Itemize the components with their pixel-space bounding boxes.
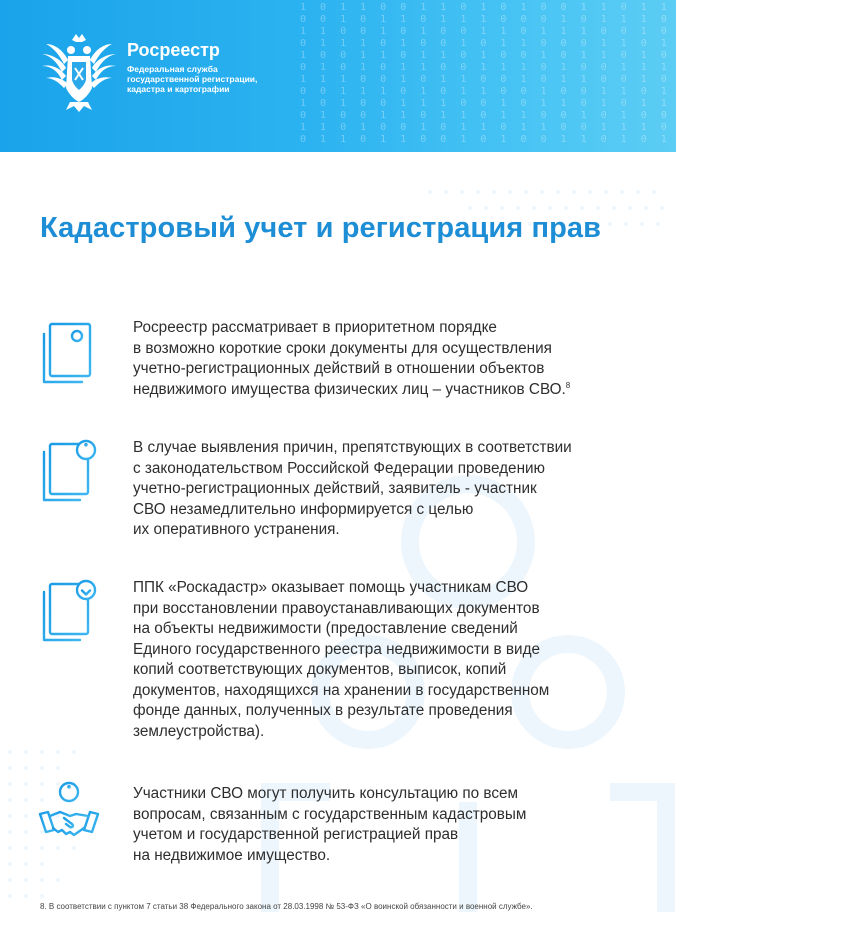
eagle-emblem-icon bbox=[38, 30, 120, 114]
page-title: Кадастровый учет и регистрация прав bbox=[40, 212, 602, 244]
brand-name: Росреестр bbox=[127, 40, 220, 60]
document-download-icon bbox=[36, 578, 102, 644]
document-info-icon bbox=[36, 438, 102, 504]
binary-pattern: 1 0 1 1 0 0 1 1 0 1 0 1 0 0 1 1 0 1 1 0 1 1 1 0 0 1 0 1 0 0 1 0 1 1 0 1 1 1 0 0 0 1 0 1 1 1 0 0 1 0 0 1 0 1 1 0 1 1 0 0 1 0 1 0 0 1 1 0 1 1 1 0 0 1 0 1 1 0 1 0 1 1 0 1 0 1 1 1 0 1 0 0 1 0 1 1 0 0 0 1 1 0 1 1 0 0 1 1 1 0 1 0 1 0 0 1 1 0 1 1 0 1 0 0 1 0 1 1 0 1 0 0 1 1 0 1 0 1 1 1 0 1 0 1 0 1 1 0 0 1 1 1 0 1 0 0 1 1 1 0 1 0 0 1 1 0 0 1 1 1 1 0 0 1 0 1 1 0 0 1 0 1 1 0 0 1 0 1 1 1 0 0 1 0 1 0 0 0 1 1 1 0 1 0 1 1 0 0 1 0 0 1 1 0 1 0 0 1 1 1 0 1 0 1 1 0 1 0 0 1 1 1 0 0 1 0 1 1 0 1 0 1 1 0 1 0 0 1 1 1 0 0 0 1 0 0 1 1 0 1 1 0 1 1 0 0 1 0 1 0 0 1 1 0 1 0 1 0 1 1 1 1 0 1 0 0 1 0 1 1 0 1 1 0 0 1 1 1 0 0 1 1 0 1 0 1 0 0 0 1 1 0 1 1 0 0 1 0 1 0 0 1 1 0 1 0 1 1 0 0 1 0 1 1 1 0 bbox=[300, 2, 851, 145]
item-text: В случае выявления причин, препятствующих в соответствии с законодательством Российской Федерации проведению учетно-регистрационных действий, заявитель - участник СВО незамедлительно информируется с целью их оперативного устранения. bbox=[133, 439, 572, 538]
item-text: Росреестр рассматривает в приоритетном порядке в возможно короткие сроки документы для осуществления учетно-регистрационных действий в отношении объектов недвижимого имущества физических лиц – участников СВО.$^8$ bbox=[133, 319, 571, 398]
footnote: 8. В соответствии с пунктом 7 статьи 38 Федерального закона от 28.03.1998 № 53-ФЗ «О воинской обязанности и военной службе». bbox=[40, 902, 533, 911]
handshake-info-icon bbox=[36, 780, 102, 846]
brand-subtitle: Федеральная служба государственной регистрации, кадастра и картографии bbox=[127, 64, 258, 94]
header-banner bbox=[0, 0, 851, 152]
item-text: ППК «Роскадастр» оказывает помощь участникам СВО при восстановлении правоустанавливающих документов на объекты недвижимости (предоставление сведений Единого государственного реестра недвижимости в виде копий соответствующих документов, выписок, копий документов, находящихся на хранении в государственном фонде данных, полученных в результате проведения землеустройства). bbox=[133, 579, 550, 740]
footnote-ref: 8 bbox=[565, 380, 571, 390]
certificate-document-icon bbox=[36, 320, 102, 386]
item-text: Участники СВО могут получить консультацию по всем вопросам, связанным с государственным кадастровым учетом и государственной регистрацией прав на недвижимое имущество. bbox=[133, 785, 527, 864]
